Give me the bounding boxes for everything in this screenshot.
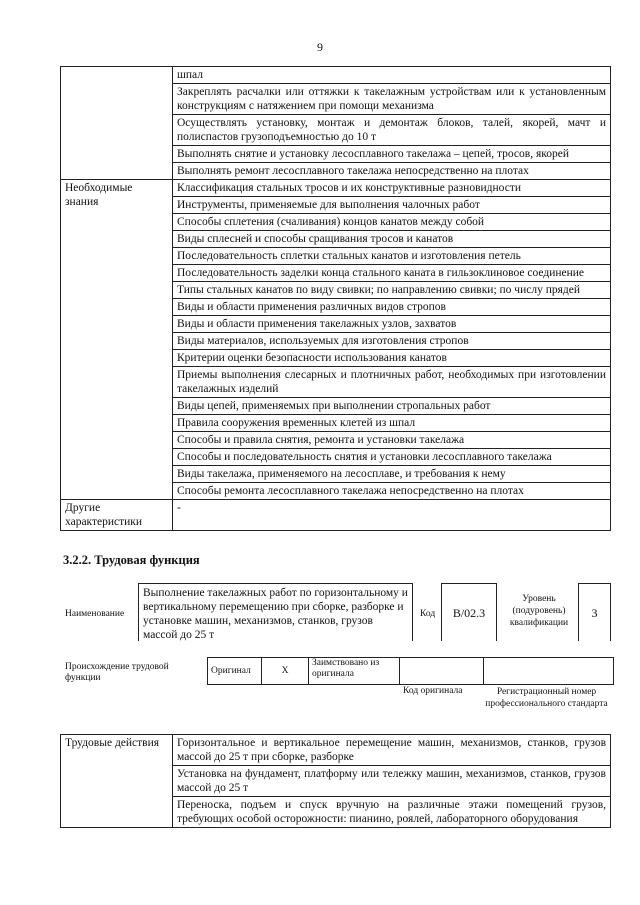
code-original-label: Код оригинала: [403, 686, 463, 696]
page-number: 9: [317, 40, 323, 54]
knowledge-cell: Правила сооружения временных клетей из шпал: [173, 415, 611, 432]
knowledge-cell: Инструменты, применяемые для выполнения чалочных работ: [173, 197, 611, 214]
origin-table: [207, 657, 614, 685]
knowledge-cell: Виды и области применения такелажных узлов, захватов: [173, 316, 611, 333]
original-mark: X: [262, 658, 309, 685]
knowledge-label: Необходимые знания: [61, 180, 173, 500]
knowledge-cell: Типы стальных канатов по виду свивки; по направлению свивки; по числу прядей: [173, 282, 611, 299]
skill-cell: Выполнять ремонт лесосплавного такелажа непосредственно на плотах: [173, 163, 611, 180]
labor-action-cell: Установка на фундамент, платформу или тележку машин, механизмов, станков, грузов массой до 25 т: [173, 766, 611, 797]
labor-action-cell: Переноска, подъем и спуск вручную на различные этажи помещений грузов, требующих особой осторожности: пианино, роялей, лабораторного оборудования: [173, 797, 611, 828]
knowledge-cell: Виды сплесней и способы сращивания тросов и канатов: [173, 231, 611, 248]
qualification-level-value: 3: [578, 583, 611, 641]
name-label: Наименование: [65, 609, 125, 619]
knowledge-cell: Критерии оценки безопасности использования канатов: [173, 350, 611, 367]
knowledge-cell: Способы ремонта лесосплавного такелажа непосредственно на плотах: [173, 483, 611, 500]
knowledge-cell: Классификация стальных тросов и их конструктивные разновидности: [173, 180, 611, 197]
function-name-value: Выполнение такелажных работ по горизонтальному и вертикальному перемещению при сборке, разборке и установке машин, механизмов, станков, грузов массой до 25 т: [138, 583, 413, 641]
registration-number-label: Регистрационный номер профессионального стандарта: [485, 687, 608, 709]
labor-actions-table: [60, 734, 611, 828]
knowledge-cell: Виды и области применения различных видов стропов: [173, 299, 611, 316]
labor-actions-label: Трудовые действия: [61, 735, 173, 828]
borrowed-label: Заимствовано из оригинала: [309, 658, 400, 685]
continued-label-cell: [61, 67, 173, 180]
labor-action-cell: Горизонтальное и вертикальное перемещение машин, механизмов, станков, грузов массой до 25 т при сборке, разборке: [173, 735, 611, 766]
skills-knowledge-table: [60, 66, 611, 531]
knowledge-cell: Виды цепей, применяемых при выполнении стропальных работ: [173, 398, 611, 415]
knowledge-cell: Способы и последовательность снятия и установки лесосплавного такелажа: [173, 449, 611, 466]
code-label: Код: [420, 609, 436, 619]
other-characteristics-value: -: [173, 500, 611, 531]
origin-label: Происхождение трудовой функции: [65, 662, 169, 683]
qualification-level-label: Уровень (подуровень) квалификации: [509, 594, 569, 628]
registration-number-cell: [484, 658, 614, 685]
knowledge-cell: Последовательность сплетки стальных канатов и изготовления петель: [173, 248, 611, 265]
knowledge-cell: Последовательность заделки конца стального каната в гильзоклиновое соединение: [173, 265, 611, 282]
skill-cell: Закреплять расчалки или оттяжки к такелажным устройствам или к установленным конструкциям с натяжением при помощи механизма: [173, 84, 611, 115]
code-value: В/02.3: [441, 583, 497, 641]
section-title: 3.2.2. Трудовая функция: [63, 553, 200, 567]
knowledge-cell: Способы и правила снятия, ремонта и установки такелажа: [173, 432, 611, 449]
original-label: Оригинал: [208, 658, 262, 685]
knowledge-cell: Приемы выполнения слесарных и плотничных работ, необходимых при изготовлении такелажных изделий: [173, 367, 611, 398]
original-code-cell: [400, 658, 484, 685]
knowledge-cell: Виды такелажа, применяемого на лесосплаве, и требования к нему: [173, 466, 611, 483]
skill-cell: Выполнять снятие и установку лесосплавного такелажа – цепей, тросов, якорей: [173, 146, 611, 163]
knowledge-cell: Виды материалов, используемых для изготовления стропов: [173, 333, 611, 350]
skill-cell: Осуществлять установку, монтаж и демонтаж блоков, талей, якорей, мачт и полиспастов грузоподъемностью до 10 т: [173, 115, 611, 146]
knowledge-cell: Способы сплетения (счаливания) концов канатов между собой: [173, 214, 611, 231]
other-characteristics-label: Другие характеристики: [61, 500, 173, 531]
skill-cell: шпал: [173, 67, 611, 84]
